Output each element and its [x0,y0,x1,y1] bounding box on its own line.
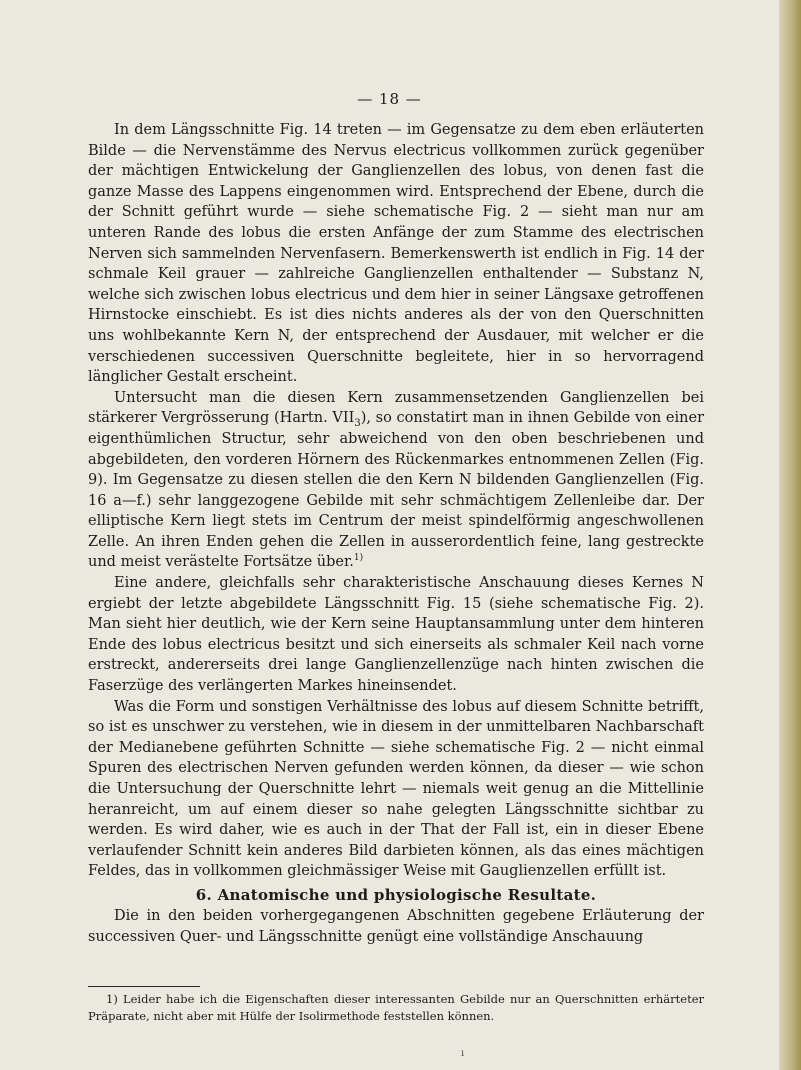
paragraph-text-part: ), so constatirt man in ihnen Gebilde von einer eigenthümlichen Structur, sehr abweichend von den oben beschriebenen und abgebildeten, den vorderen Hörnern des Rückenmarkes entnommenen Zellen (Fig. 9). Im Gegensatze zu diesen stellen die den Kern N bildenden Ganglienzellen (Fig. 16 a—f.) sehr langgezogene Gebilde mit sehr schmächtigem Zellenleibe dar. Der elliptische Kern liegt stets im Centrum der meist spindelförmig angeschwollenen Zelle. An ihren Enden gehen die Zellen in ausserordentlich feine, lang gestreckte und meist verästelte Fortsätze über. [88,410,705,571]
page-edge [779,0,801,1070]
section-heading: 6. Anatomische und physiologische Resultate. [195,885,597,904]
paragraph-ganglion-cells [88,388,704,573]
body-text [88,120,704,947]
paragraph-lobus-form: Was die Form und sonstigen Verhältnisse des lobus auf diesem Schnitte betrifft, so ist es unschwer zu verstehen, wie in diesem in der unmittelbaren Nachbarschaft der Medianebene geführten Schnitte — siehe schematische Fig. 2 — nicht einmal Spuren des electrischen Nerven gefunden werden können, da dieser — wie schon die Untersuchung der Querschnitte lehrt — niemals weit genug an die Mittellinie heranreicht, um auf einem dieser so nahe gelegten Längsschnitte sichtbar zu werden. Es wird daher, wie es auch in der That der Fall ist, ein in dieser Ebene verlaufender Schnitt kein anderes Bild darbieten können, als das eines mächtigen Feldes, das in vollkommen gleichmässiger Weise mit Gauglienzellen erfüllt ist. [88,698,704,880]
paragraph-fig15: Eine andere, gleichfalls sehr charakteristische Anschauung dieses Kernes N ergiebt der letzte abgebildete Längsschnitt Fig. 15 (siehe schematische Fig. 2). Man sieht hier deutlich, wie der Kern seine Hauptansammlung unter dem hinteren Ende des lobus electricus besitzt und sich einerseits als schmaler Keil nach vorne erstreckt, andererseits drei lange Ganglienzellenzüge nach hinten zwischen die Faserzüge des verlängerten Markes hineinsendet. [88,575,704,695]
footnote-reference[interactable]: 1) [353,553,364,564]
bottom-mark: ı [461,1048,465,1059]
footnote-divider [88,986,200,987]
subscript: 3 [354,418,361,430]
paragraph-longitudinal-section-fig14: In dem Längsschnitte Fig. 14 treten — im Gegensatze zu dem eben erläuterten Bilde — die Nervenstämme des Nervus electricus vollkommen zurück gegenüber der mächtigen Entwickelung der Ganglienzellen des lobus, von denen fast die ganze Masse des Lappens eingenommen wird. Entsprechend der Ebene, durch die der Schnitt geführt wurde — siehe schematische Fig. 2 — sieht man nur am unteren Rande des lobus die ersten Anfänge der zum Stamme des electrischen Nerven sich sammelnden Nervenfasern. Bemerkenswerth ist endlich in Fig. 14 der schmale Keil grauer — zahlreiche Ganglienzellen enthaltender — Substanz N, welche sich zwischen lobus electricus und dem hier in seiner Längsaxe getroffenen Hirnstocke einschiebt. Es ist dies nichts anderes als der von den Querschnitten uns wohlbekannte Kern N, der entsprechend der Ausdauer, mit welcher er die verschiedenen successiven Querschnitte begleitete, hier in so hervorragend länglicher Gestalt erscheint. [88,122,704,386]
paragraph-text-part: Untersucht man die diesen Kern zusammensetzenden Ganglienzellen bei stärkerer Vergrösserung (Hartn. VII [88,389,704,427]
footnote: 1) Leider habe ich die Eigenschaften dieser interessanten Gebilde nur an Querschnitten erhärteter Präparate, nicht aber mit Hülfe der Isolirmethode feststellen können. [88,992,704,1023]
paragraph-closing: Die in den beiden vorhergegangenen Abschnitten gegebene Erläuterung der successiven Quer- und Längsschnitte genügt eine vollständige Anschauung [88,907,704,945]
page-number: — 18 — [357,90,422,108]
